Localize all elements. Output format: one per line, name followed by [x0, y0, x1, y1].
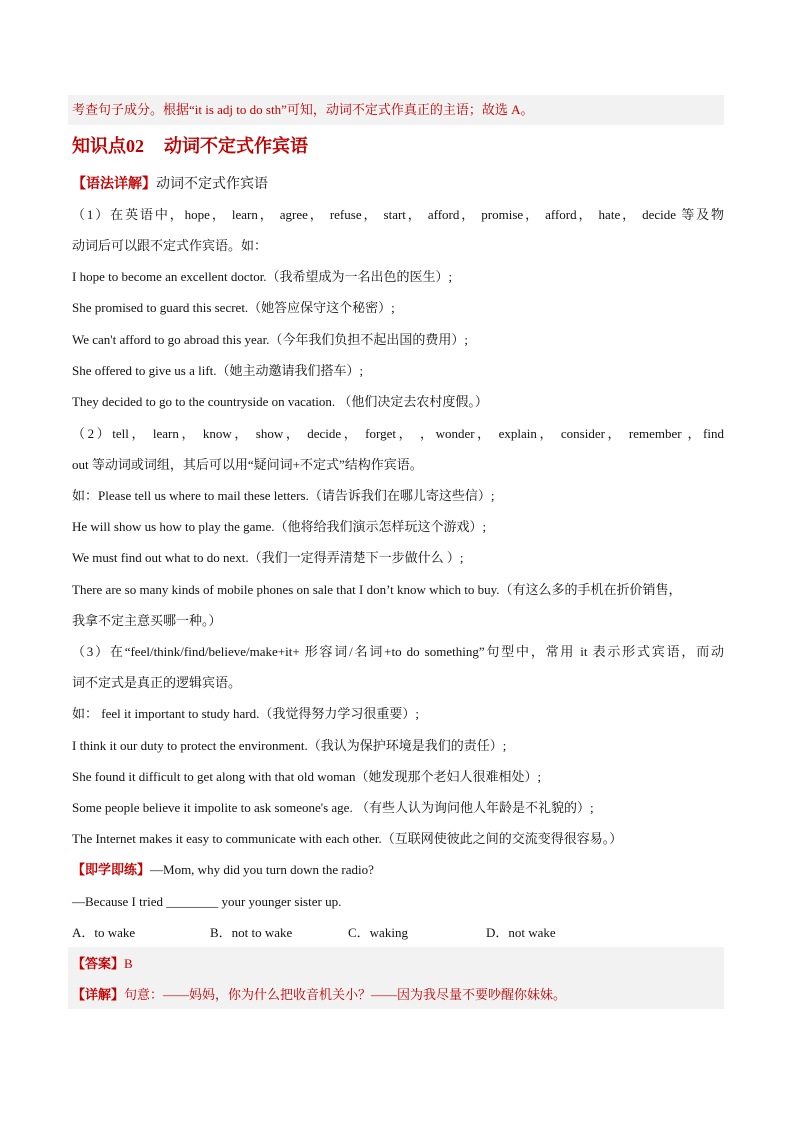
example-line: We must find out what to do next.（我们一定得弄清楚下一步做什么 ）;	[72, 550, 464, 565]
example-line: I hope to become an excellent doctor.（我希望成为一名出色的医生）;	[72, 269, 453, 284]
detail-tag: 【详解】	[72, 987, 125, 1002]
section-heading: 动词不定式作宾语	[164, 136, 308, 156]
p2-line1: （2）tell， learn， know， show， decide， forget， ，wonder， explain， consider， remember ，find	[72, 426, 724, 441]
answer-tag: 【答案】	[72, 956, 125, 971]
option-c: C．waking	[348, 925, 408, 940]
example-line: I think it our duty to protect the environment.（我认为保护环境是我们的责任）;	[72, 738, 507, 753]
section-number: 知识点02	[72, 136, 144, 156]
example-line: She promised to guard this secret.（她答应保守这个秘密）;	[72, 300, 395, 315]
example-line: They decided to go to the countryside on vacation. （他们决定去农村度假。）	[72, 394, 488, 409]
answer-value: B	[124, 956, 133, 971]
example-line: There are so many kinds of mobile phones on sale that I don’t know which to buy.（有这么多的手机在折价销售，	[72, 582, 682, 597]
section-title	[72, 134, 308, 158]
p1-line1: （1）在英语中，hope， learn， agree， refuse， start， afford， promise， afford， hate， decide 等及物	[72, 207, 724, 222]
detail-text: 句意：——妈妈，你为什么把收音机关小？——因为我尽量不要吵醒你妹妹。	[124, 987, 567, 1002]
example-line: She offered to give us a lift.（她主动邀请我们搭车）;	[72, 363, 364, 378]
p3-line1: （3）在“feel/think/find/believe/make+it+ 形容词/名词+to do something”句型中，常用 it 表示形式宾语，而动	[72, 644, 724, 659]
example-line: She found it difficult to get along with that old woman（她发现那个老妇人很难相处）;	[72, 769, 542, 784]
exercise-tag: 【即学即练】	[72, 862, 151, 877]
p1-line2: 动词后可以跟不定式作宾语。如：	[72, 238, 268, 253]
option-b: B．not to wake	[210, 925, 293, 940]
grammar-heading-line	[72, 176, 724, 194]
detail-line	[72, 986, 724, 1004]
option-d: D．not wake	[486, 925, 556, 940]
option-a: A．to wake	[72, 925, 136, 940]
example-line: We can't afford to go abroad this year.（今年我们负担不起出国的费用）;	[72, 332, 469, 347]
exercise-question-line	[72, 861, 724, 879]
example-line: He will show us how to play the game.（他将给我们演示怎样玩这个游戏）;	[72, 519, 487, 534]
grammar-tag: 【语法详解】	[72, 177, 156, 192]
exercise-options	[72, 924, 724, 942]
answer-line	[72, 955, 724, 973]
example-line: 我拿不定主意买哪一种。）	[72, 613, 222, 628]
example-line: Some people believe it impolite to ask someone's age. （有些人认为询问他人年龄是不礼貌的）;	[72, 800, 594, 815]
example-line: 如：Please tell us where to mail these letters.（请告诉我们在哪儿寄这些信）;	[72, 488, 495, 503]
exercise-answer-line: —Because I tried ________ your younger sister up.	[72, 894, 342, 909]
grammar-heading: 动词不定式作宾语	[156, 177, 268, 192]
example-line: 如： feel it important to study hard.（我觉得努力学习很重要）;	[72, 706, 419, 721]
exercise-question: —Mom, why did you turn down the radio?	[150, 862, 374, 877]
p2-line2: out 等动词或词组，其后可以用“疑问词+不定式”结构作宾语。	[72, 457, 423, 472]
p3-line2: 词不定式是真正的逻辑宾语。	[72, 675, 242, 690]
example-line: The Internet makes it easy to communicate with each other.（互联网使彼此之间的交流变得很容易。）	[72, 831, 623, 846]
top-note: 考查句子成分。根据“it is adj to do sth”可知，动词不定式作真正的主语；故选 A。	[72, 102, 534, 117]
